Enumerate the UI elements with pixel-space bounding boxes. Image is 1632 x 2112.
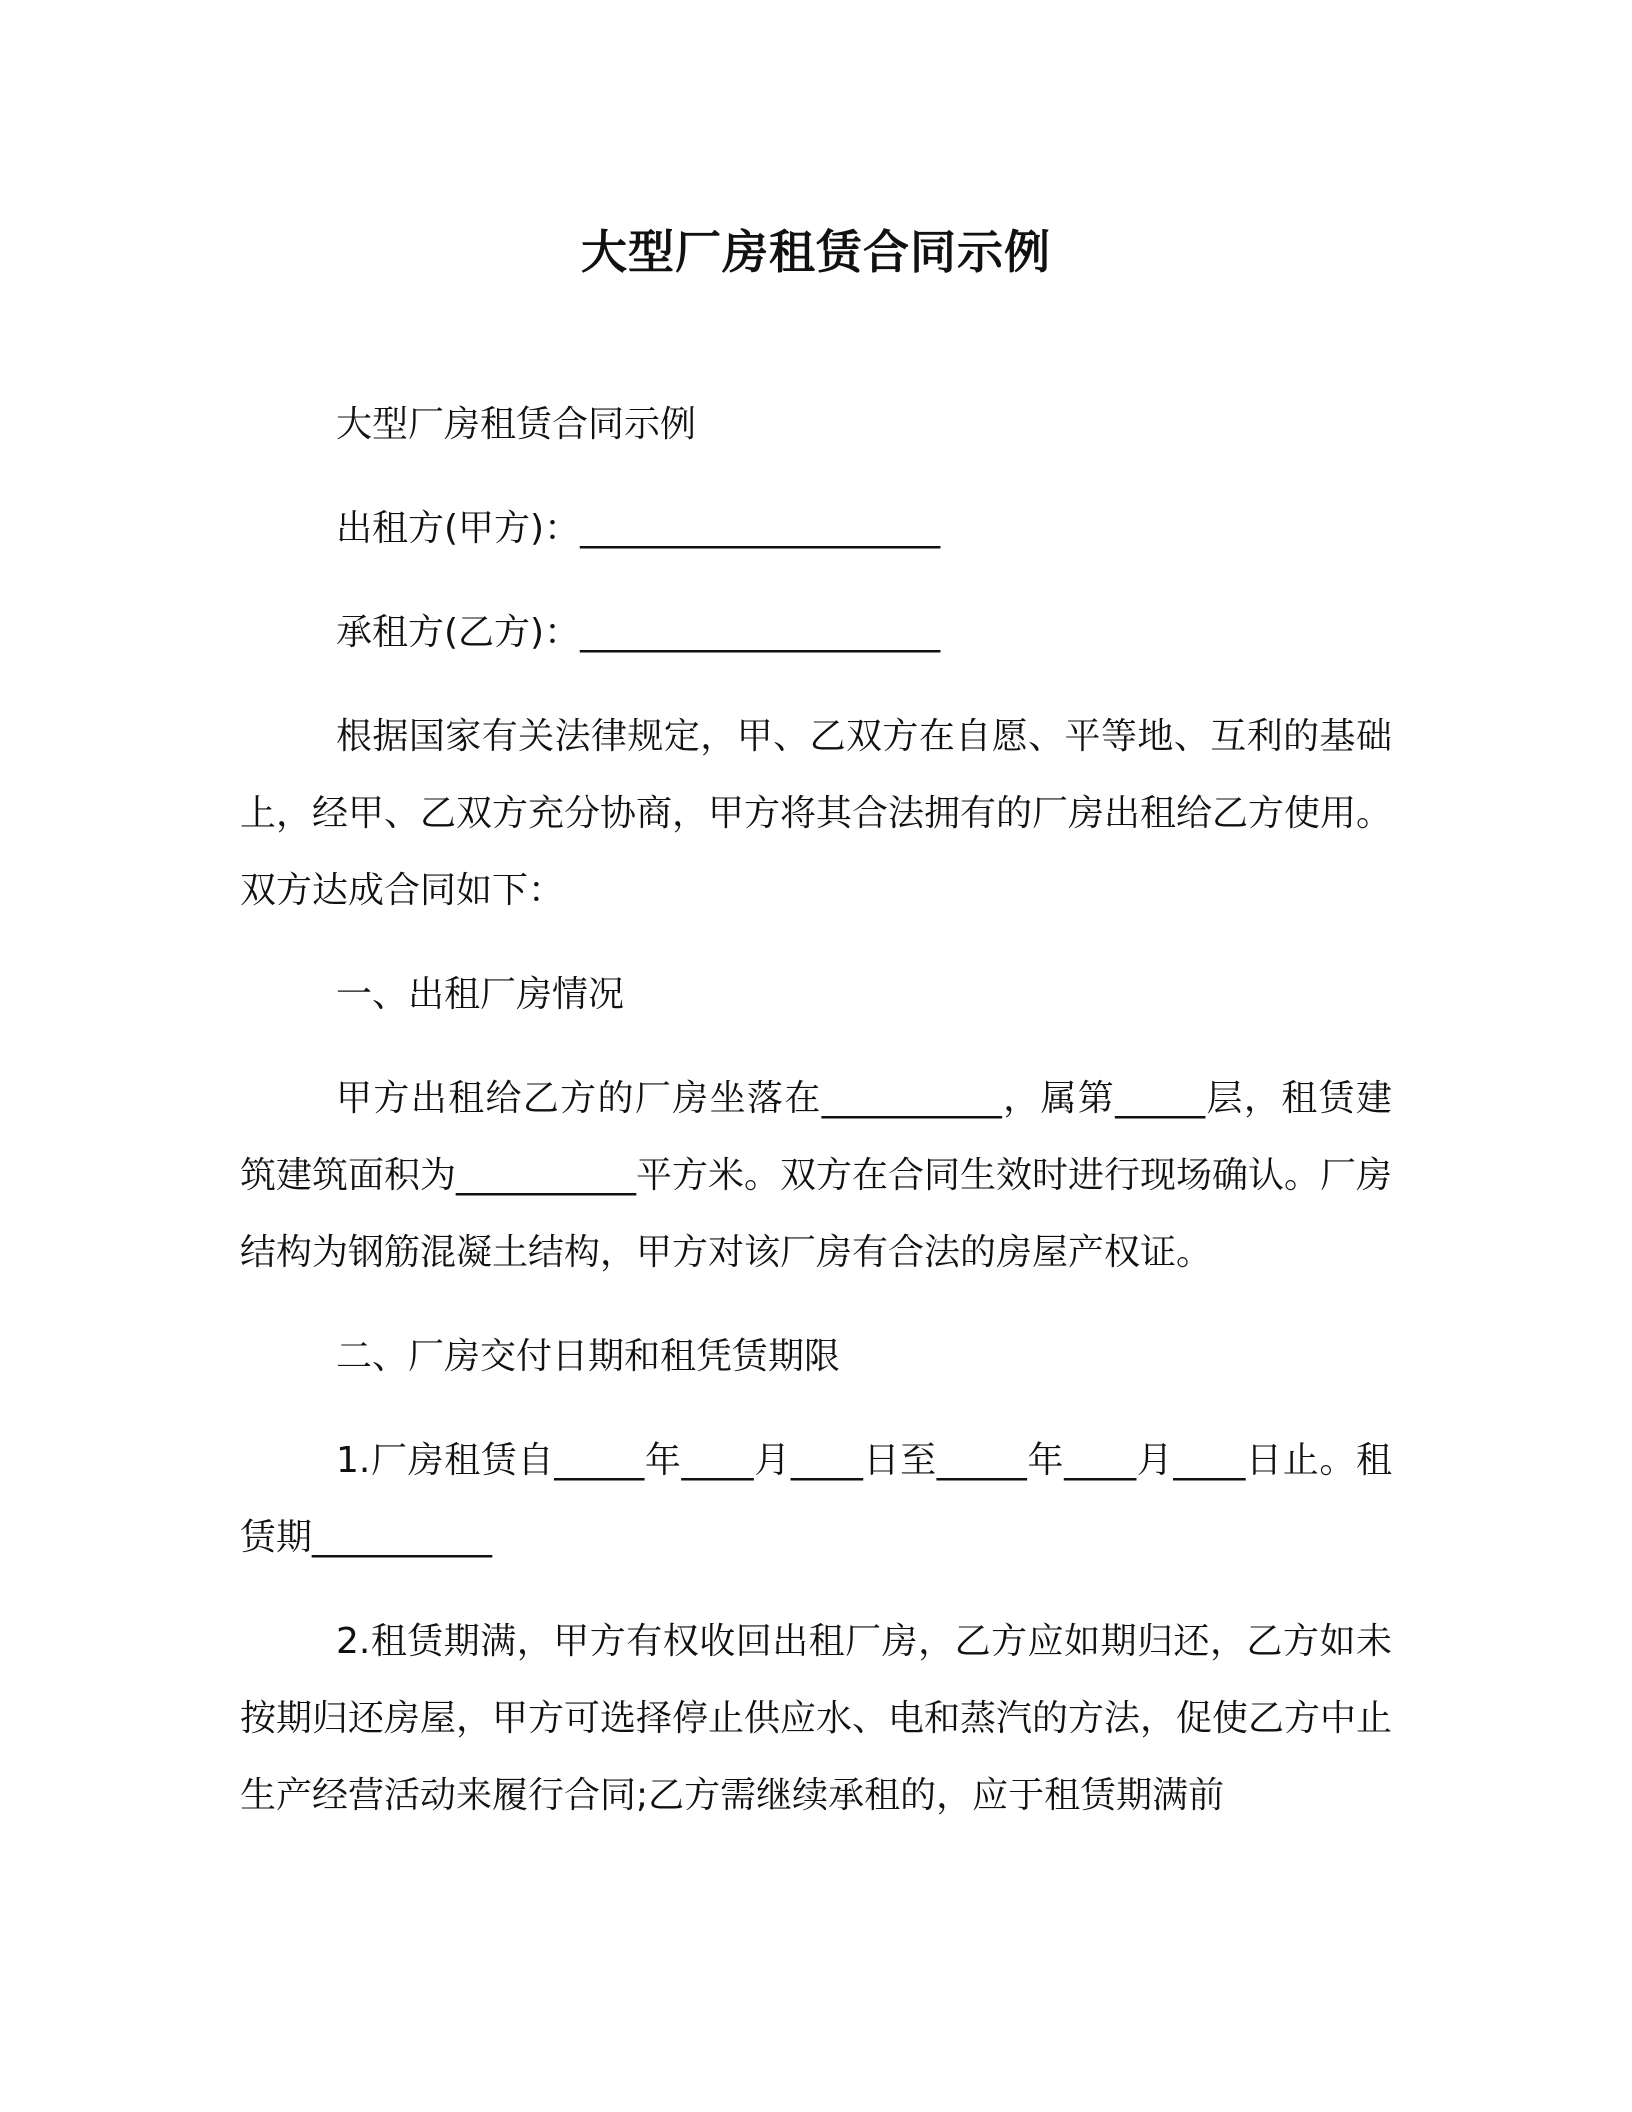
- subtitle-paragraph: 大型厂房租赁合同示例: [336, 404, 697, 445]
- preamble-paragraph: 根据国家有关法律规定，甲、乙双方在自愿、平等地、互利的基础上，经甲、乙双方充分协商，甲方将其合法拥有的厂房出租给乙方使用。双方达成合同如下：: [240, 716, 1393, 911]
- clause-2-1-paragraph: 1.厂房租赁自_____年____月____日至_____年____月____日止。租赁期__________: [240, 1440, 1392, 1558]
- section-1-paragraph: 甲方出租给乙方的厂房坐落在__________，属第_____层，租赁建筑建筑面积为__________平方米。双方在合同生效时进行现场确认。厂房结构为钢筋混凝土结构，甲方对该厂房有合法的房屋产权证。: [240, 1078, 1393, 1273]
- document-body: [240, 386, 1392, 1861]
- lessor-line: 出租方(甲方)：____________________: [336, 508, 941, 549]
- lessee-line: 承租方(乙方)：____________________: [336, 612, 941, 653]
- document-title: 大型厂房租赁合同示例: [581, 225, 1051, 279]
- section-heading-1: 一、出租厂房情况: [336, 974, 625, 1015]
- section-heading-2: 二、厂房交付日期和租凭赁期限: [336, 1336, 841, 1377]
- clause-2-2-paragraph: 2.租赁期满，甲方有权收回出租厂房，乙方应如期归还，乙方如未按期归还房屋，甲方可选择停止供应水、电和蒸汽的方法，促使乙方中止生产经营活动来履行合同;乙方需继续承租的，应于租赁期满前: [240, 1621, 1393, 1816]
